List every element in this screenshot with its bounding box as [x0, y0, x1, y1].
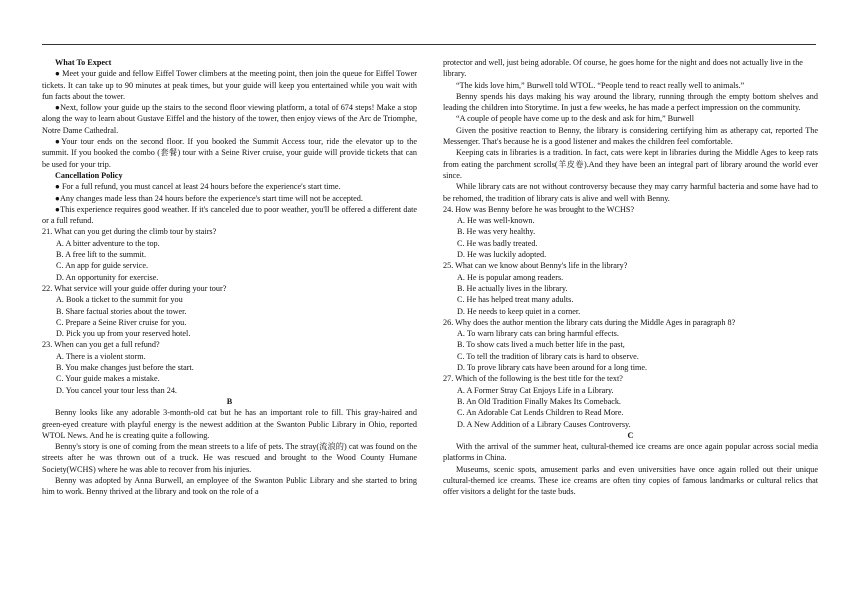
- paragraph: Given the positive reaction to Benny, the library is considering certifying him as atherapy cat, reported The Messenger. That's because he is a good listener and makes the children feel comfortable.: [443, 125, 818, 147]
- answer-option: A. A bitter adventure to the top.: [56, 238, 160, 248]
- section-letter: C: [627, 430, 634, 440]
- paragraph: “The kids love him,” Burwell told WTOL. “People tend to react really well to animals.”: [456, 80, 745, 90]
- top-rule: [42, 44, 816, 45]
- paragraph: ●Any changes made less than 24 hours before the experience's start time will not be accepted.: [55, 193, 363, 203]
- paragraph: ●Next, follow your guide up the stairs to the second floor viewing platform, a total of 674 steps! Make a stop along the way to learn about Gustave Eiffel and the history of the tower, then enjoy views of the Arc de Triomphe, Notre Dame Cathedral.: [42, 103, 417, 135]
- answer-option: B. You make changes just before the start.: [56, 363, 194, 373]
- answer-option: A. To warn library cats can bring harmful effects.: [457, 329, 619, 339]
- answer-option: D. He was luckily adopted.: [457, 250, 547, 260]
- answer-option: A. A Former Stray Cat Enjoys Life in a Library.: [457, 385, 614, 395]
- paragraph: Benny looks like any adorable 3-month-old cat but he has an important role to fill. This gray-haired and green-eyed creature with playful energy is the newest addition at the Swanton Public Library in Ohio, reported WTOL News. And he is creating quite a following.: [42, 408, 417, 440]
- question-text: 23. When can you get a full refund?: [42, 340, 160, 350]
- paragraph: Benny was adopted by Anna Burwell, an employee of the Swanton Public Library and she started to bring him to work. Benny thrived at the library and took on the role of a: [42, 475, 417, 497]
- answer-option: B. To show cats lived a much better life in the past,: [457, 340, 625, 350]
- answer-option: D. You cancel your tour less than 24.: [56, 385, 177, 395]
- answer-option: C. An Adorable Cat Lends Children to Read More.: [457, 408, 624, 418]
- answer-option: C. Your guide makes a mistake.: [56, 374, 160, 384]
- answer-option: C. To tell the tradition of library cats is hard to observe.: [457, 351, 639, 361]
- paragraph: “A couple of people have come up to the desk and ask for him,” Burwell: [456, 114, 695, 124]
- answer-option: B. He was very healthy.: [457, 227, 536, 237]
- paragraph: Benny's story is one of coming from the mean streets to a life of pets. The stray(流浪的) cat was found on the streets after he was thrown out of a truck. He was rescued and brought to the Wood County Humane Society(WCHS) where he was able to recover from his injuries.: [42, 442, 417, 474]
- question-text: 25. What can we know about Benny's life in the library?: [443, 261, 628, 271]
- answer-option: A. Book a ticket to the summit for you: [56, 295, 183, 305]
- answer-option: C. Prepare a Seine River cruise for you.: [56, 317, 187, 327]
- paragraph: Benny spends his days making his way around the library, running through the empty bottom shelves and leading the children into Storytime. In just a few weeks, he has made a perfect impression on the community.: [443, 91, 818, 113]
- answer-option: B. He actually lives in the library.: [457, 283, 568, 293]
- answer-option: C. An app for guide service.: [56, 261, 149, 271]
- answer-option: D. To prove library cats have been around for a long time.: [457, 363, 648, 373]
- answer-option: A. He was well-known.: [457, 216, 535, 226]
- answer-option: B. A free lift to the summit.: [56, 250, 147, 260]
- right-column: [443, 57, 818, 498]
- paragraph: ●This experience requires good weather. If it's canceled due to poor weather, you'll be offered a different date or a full refund.: [42, 204, 417, 226]
- question-text: 22. What service will your guide offer during your tour?: [42, 283, 227, 293]
- left-column: [42, 57, 417, 498]
- answer-option: C. He has helped treat many adults.: [457, 295, 574, 305]
- answer-option: D. An opportunity for exercise.: [56, 272, 159, 282]
- answer-option: C. He was badly treated.: [457, 238, 538, 248]
- answer-option: D. He needs to keep quiet in a corner.: [457, 306, 581, 316]
- question-text: 21. What can you get during the climb tour by stairs?: [42, 227, 217, 237]
- section-letter: B: [226, 396, 233, 406]
- paragraph: Museums, scenic spots, amusement parks and even universities have once again rolled out their unique cultural-themed ice creams. These ice creams are often tiny copies of famous landmarks or cultural relics that offer visitors a delight for the taste buds.: [443, 464, 818, 497]
- answer-option: D. Pick you up from your reserved hotel.: [56, 329, 191, 339]
- answer-option: B. An Old Tradition Finally Makes Its Comeback.: [457, 396, 621, 406]
- answer-option: D. A New Addition of a Library Causes Controversy.: [457, 419, 631, 429]
- paragraph: ● Meet your guide and fellow Eiffel Tower climbers at the meeting point, then join the queue for Eiffel Tower tickets. It can take up to 90 minutes at peak times, but your guide will keep you entertained while you wait with fun facts about the tower.: [42, 69, 417, 101]
- paragraph: ●Your tour ends on the second floor. If you booked the Summit Access tour, ride the elevator up to the summit. If you booked the combo (套餐) tour with a Seine River cruise, your guide will provide tickets that can be used for your trip.: [42, 137, 417, 169]
- answer-option: B. Share factual stories about the tower.: [56, 306, 187, 316]
- paragraph: ● For a full refund, you must cancel at least 24 hours before the experience's start time.: [55, 182, 341, 192]
- section-heading: What To Expect: [55, 58, 112, 67]
- section-heading: Cancellation Policy: [55, 170, 123, 180]
- question-text: 26. Why does the author mention the library cats during the Middle Ages in paragraph 8?: [443, 317, 736, 327]
- question-text: 24. How was Benny before he was brought to the WCHS?: [443, 204, 635, 214]
- answer-option: A. There is a violent storm.: [56, 351, 146, 361]
- paragraph: With the arrival of the summer heat, cultural-themed ice creams are once again popular across social media platforms in China.: [443, 442, 818, 463]
- question-text: 27. Which of the following is the best title for the text?: [443, 374, 623, 384]
- paragraph: While library cats are not without controversy because they may carry harmful bacteria and some have had to be rehomed, the tradition of library cats is alive and well with Benny.: [443, 182, 818, 203]
- paragraph: Keeping cats in libraries is a tradition. In fact, cats were kept in libraries during the Middle Ages to keep rats from eating the parchment scrolls(羊皮卷).And they have been an integral part of library around the world ever since.: [443, 148, 818, 180]
- question-text: protector and well, just being adorable. Of course, he goes home for the night and does not actually live in the library.: [443, 58, 803, 79]
- answer-option: A. He is popular among readers.: [457, 272, 564, 282]
